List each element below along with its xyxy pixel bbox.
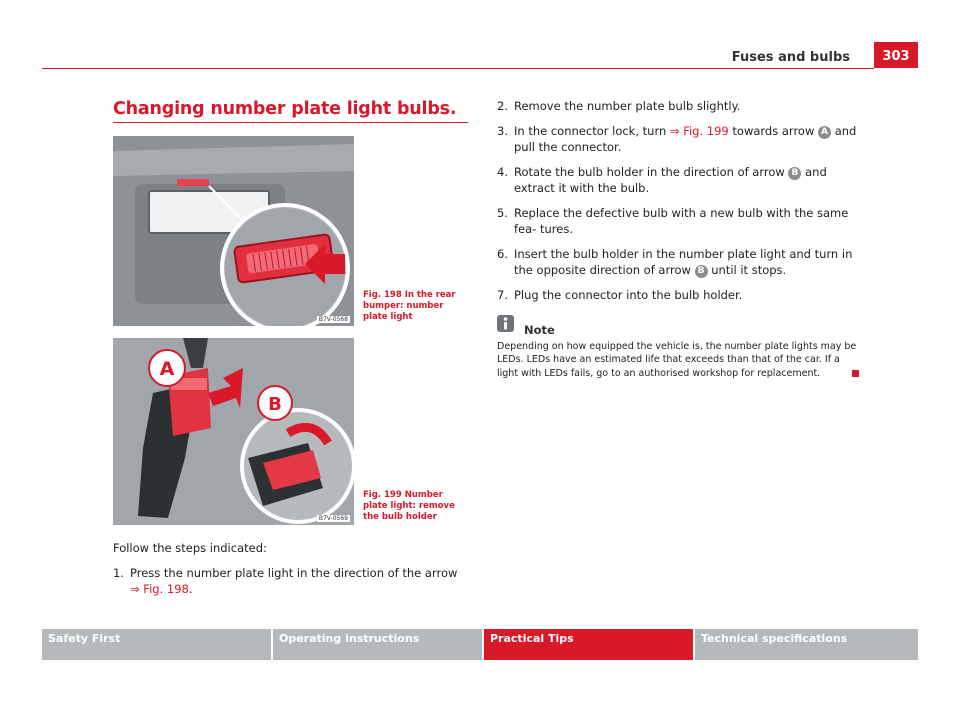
step-text: Replace the defective bulb with a new bulb with the same fea- tures. [514,206,849,236]
step-text-part: until it stops. [711,263,787,277]
step-text-part: and extract it with the bulb. [514,165,827,195]
step-number: 3. [497,124,508,138]
step-text [514,246,857,278]
step-text-part: . [188,582,193,596]
step-number: 1. [113,566,124,580]
step-item [497,205,857,237]
figure-198-caption: Fig. 198 In the rear bumper: number plate light [363,290,456,322]
step-text: Plug the connector into the bulb holder. [514,288,743,302]
header-rule [42,68,874,69]
steps-right [497,98,857,312]
figure-link[interactable]: ⇒ Fig. 198 [130,582,189,596]
step-item [497,123,857,155]
step-item [497,164,857,196]
step-text-part: In the connector lock, turn [514,124,667,138]
step-text-part: and pull the connector. [514,124,857,154]
step-number: 4. [497,165,508,179]
section-title-rule [113,122,468,123]
footer-tab-technical-specifications[interactable]: Technical specifications [695,629,918,660]
note-title: Note [524,323,555,337]
step-text [514,164,857,196]
step-text-part: towards arrow [732,124,815,138]
step-text-part: Press the number plate light in the direction of the arrow [130,566,458,580]
step-text [130,565,468,597]
figure-code: B7V-0568 [318,316,348,323]
info-note-icon [497,315,514,332]
footer-tab-operating-instructions[interactable]: Operating instructions [273,629,482,660]
steps-left [113,565,468,597]
step-text: Remove the number plate bulb slightly. [514,99,741,113]
bulb-holder-illustration [113,338,354,525]
running-header-title: Fuses and bulbs [731,50,850,65]
step-number: 2. [497,99,508,113]
step-item [497,98,857,114]
figure-199-caption: Fig. 199 Number plate light: remove the bulb holder [363,490,455,522]
figure-199-image [113,338,354,525]
step-text [514,123,857,155]
figure-code: B7V-0569 [318,515,348,522]
arrow-label-badge: B [788,167,801,180]
figure-link[interactable]: ⇒ Fig. 199 [669,124,729,138]
arrow-label-a: A [159,358,175,380]
footer-tab-practical-tips[interactable]: Practical Tips [484,629,693,660]
arrow-label-badge: B [695,265,708,278]
step-number: 7. [497,288,508,302]
step-item [497,246,857,278]
intro-text: Follow the steps indicated: [113,541,267,555]
step-text-part: Rotate the bulb holder in the direction of arrow [514,165,785,179]
note-text: Depending on how equipped the vehicle is, the number plate lights may be LEDs. LEDs have an estimated life that exceeds than that of the car. If a light with LEDs fails, go to an authorised workshop for replacement. [497,341,857,379]
step-item [113,565,468,597]
step-number: 6. [497,247,508,261]
figure-198-image [113,136,354,326]
number-plate-light-illustration [113,136,354,326]
step-number: 5. [497,206,508,220]
arrow-label-b: B [268,394,282,415]
footer-tab-safety-first[interactable]: Safety First [42,629,271,660]
section-title: Changing number plate light bulbs. [113,99,457,119]
arrow-label-badge: A [818,126,831,139]
step-text-part: Insert the bulb holder in the number plate light and turn in the opposite direction of arrow [514,247,853,277]
section-end-marker [852,370,859,377]
page-number: 303 [874,42,918,68]
step-item [497,287,857,303]
